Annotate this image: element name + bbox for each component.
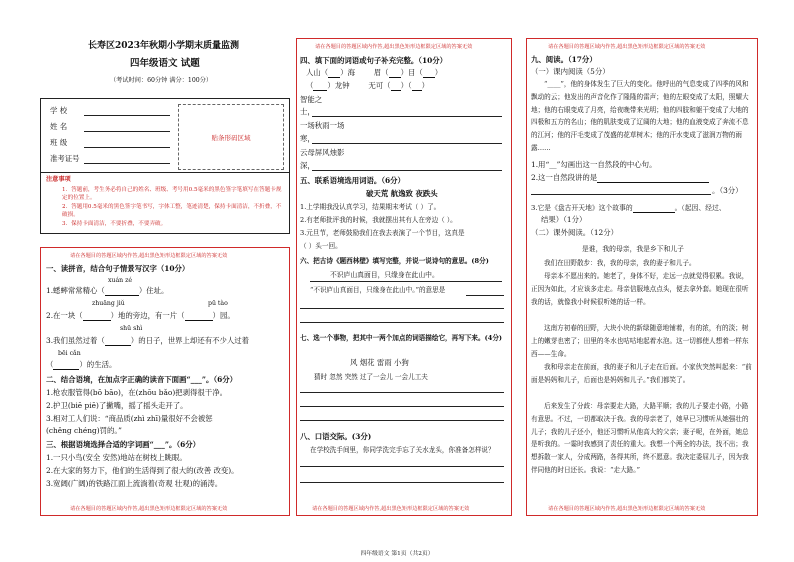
warning-mid-bottom: 请在各题目的答题区域内作答,超出黑色矩形边框限定区域的答案无效 <box>312 506 470 512</box>
notice-item-2: 2．答题用0.5毫米的黑色签字笔书写，字体工整，笔迹清楚，保持卡面清洁，不折叠，不破损。 <box>62 204 282 218</box>
q9-passage-p4: 我和母亲走在前面，我的妻子和儿子走在后面。小家伙突然叫起来：“前面是妈妈和儿子，后面也是妈妈和儿子。”我们都笑了。 <box>531 363 752 384</box>
q4-line-4: 士， <box>300 107 315 116</box>
q7-title: 七、选一个事物，把其中一两个加点的词语描绘它，再写下来。(4分) <box>300 334 503 342</box>
q1-sentence-1: 1.蟋蟀常常精心（ ）住址。 <box>46 286 169 295</box>
warning-right-bottom: 请在各题目的答题区域内作答,超出黑色矩形边框限定区域的答案无效 <box>548 506 706 512</box>
q7-word-set-1: 风 烟花 雷雨 小狗 <box>350 358 409 367</box>
q5-sentence-1: 1.上学期我没认真学习，结果期末考试（ ）了。 <box>300 203 441 211</box>
q4-line-5: 一场秋雨一场 <box>300 121 345 130</box>
q2-sentence-2: 2.护卫(biē piē)了撇嘴，摇了摇头走开了。 <box>46 401 188 410</box>
info-field-school: 学 校 <box>50 106 68 115</box>
q3-title: 三、根据语境选择合适的字词画“___”。（6分） <box>46 440 201 449</box>
q5-title: 五、联系语境选用词语。（6分） <box>300 176 405 185</box>
q9-part-a-question-3b: 结果）（1分） <box>541 215 587 224</box>
info-field-class: 班 级 <box>50 138 68 147</box>
q5-sentence-3b: （ ）头一回。 <box>300 242 342 250</box>
q2-sentence-3b: (chěng chéng)罚的。” <box>46 426 122 435</box>
q6-poem-line: 不识庐山真面目，只缘身在此山中。 <box>330 271 439 279</box>
q9-part-a-question-1: 1.用“__”勾画出这一自然段的中心句。 <box>531 160 657 169</box>
q9-part-b-title: （二）课外阅读。（12分） <box>531 228 619 237</box>
info-field-name: 姓 名 <box>50 122 68 131</box>
warning-mid-top: 请在各题目的答题区域内作答,超出黑色矩形边框限定区域的答案无效 <box>315 44 473 50</box>
q5-sentence-3: 3.元旦节，老师鼓励我们在我去表演了一个节目，这真是 <box>300 229 465 237</box>
q9-passage-p5: 后来发生了分歧：母亲要走大路，大路平顺；我的儿子要走小路，小路有意思。不过，一切都取决于我。我的母亲老了，她早已习惯听从她强壮的儿子；我的儿子还小，他还习惯听从他高大的父亲；妻子呢，在外面，她总是听我的。一霎时我感到了责任的重大。我想一个两全的办法，找不出；我想拆散一家人，分成两路，各得其所，终不愿意。我决定委屈儿子，因为我伴同他的时日还长。我说：“走大路。” <box>531 402 749 474</box>
q7-word-set-2: 猜时 忽然 突然 过了一会儿 一会儿工夫 <box>314 373 428 381</box>
q3-sentence-3: 3.宽阔(广阔)的铁路江面上流淌着(奇观 壮观)的涌涛。 <box>46 479 223 488</box>
q6-prompt: “不识庐山真面目，只缘身在此山中。”的意思是 <box>310 286 446 294</box>
q1-title: 一、读拼音，结合句子情景写汉字（10分） <box>46 264 190 273</box>
q9-passage-p2: 母亲本不愿出来的。她老了，身体不好，走远一点就觉得很累。我说，正因为如此，才应该多走走。母亲信服地点点头，便去拿外套。她现在很听我的话，就像我小时候很听她的话一样。 <box>531 272 749 306</box>
q9-part-a-question-3: 3.它是《盘古开天地》这个故事的 。（起因、经过、 <box>531 204 726 212</box>
info-field-exam-number: 准考证号 <box>50 154 80 163</box>
q1-sentence-3: 3.我们虽然过着（ ）的日子，世界上却还有不少人过着 <box>46 336 250 345</box>
q3-sentence-1: 1.一只小鸟(安全 安然)地站在树枝上眺眼。 <box>46 453 187 462</box>
barcode-area: 贴条形码区域 <box>178 104 284 170</box>
q4-title: 四、填下面的词语或句子补充完整。（10分） <box>300 56 448 65</box>
warning-left-bottom: 请在各题目的答题区域内作答,超出黑色矩形边框限定区域的答案无效 <box>70 506 228 512</box>
q2-sentence-3: 3.相对工人们说：“商品质(zhì zhī)量很好不会被惩 <box>46 414 213 423</box>
q9-part-a-score: 。（3分） <box>712 186 743 195</box>
notice-item-3: 3．保持卡面清洁，不要折叠，不要弄破。 <box>62 221 167 227</box>
exam-subject: 四年级语文 试题 <box>130 58 200 69</box>
q3-sentence-2: 2.在大家的努力下，他们的生活得到了很大的(改善 改变)。 <box>46 466 239 475</box>
q4-row-1: 人山（ ）海 眉（ ）目（ ） <box>306 68 443 77</box>
q5-word-bank: 破天荒 航逸致 夜跌头 <box>366 189 438 198</box>
q4-line-3: 智能之 <box>300 95 323 104</box>
warning-left-top: 请在各题目的答题区域内作答,超出黑色矩形边框限定区域的答案无效 <box>70 253 228 259</box>
q9-part-a-passage: “____”，他的身体发生了巨大的变化。他呼出的气息变成了四季的风和飘动的云；他发出的声音化作了隆隆的雷声；他的左眼变成了太阳，照耀大地；他的右眼变成了月亮，给夜晚带来光明；他的四肢和躯干变成了大地的四极和五方的名山；他的肌肤变成了辽阔的大地；他的血液变成了奔流不息的江河；他的汗毛变成了茂盛的花草树木；他的汗水变成了滋润万物的雨露…… <box>531 80 749 152</box>
q6-title: 六、把古诗《题西林壁》填写完整，并说一说诗句的意思。(8分) <box>300 257 489 265</box>
q9-passage-p3: 这南方初春的田野，大块小块的新绿随意地铺着，有的浓，有的淡；树上的嫩芽也密了；田里的冬水也咕咕地起着水泡。这一切都使人想着一样东西——生命。 <box>531 324 749 358</box>
q8-prompt: 在学校洗手间里，你同学洗完手忘了关水龙头，你准备怎样说？ <box>310 446 495 454</box>
notice-title: 注意事项 <box>46 176 71 183</box>
q1-pinyin-2b: pū tào <box>208 300 228 307</box>
q8-title: 八、口语交际。(3分) <box>300 432 372 441</box>
q4-row-2: （ ）龙钟 无可（ ）（ ） <box>306 81 430 90</box>
q1-sentence-3b: （ ）的生活。 <box>46 360 117 369</box>
q1-pinyin-2a: zhuāng jiǔ <box>92 300 125 307</box>
q2-title: 二、结合语境，在加点字正确的读音下面画“___”。（6分） <box>46 375 238 384</box>
q9-passage-p1: 我们在田野散步：我，我的母亲，我的妻子和儿子。 <box>544 259 696 267</box>
q1-sentence-2: 2.在一块（ ）地的旁边，有一片（ ）园。 <box>46 311 235 320</box>
warning-right-top: 请在各题目的答题区域内作答,超出黑色矩形边框限定区域的答案无效 <box>548 44 706 50</box>
q9-part-a-question-2: 2.这一自然段讲的是 <box>531 173 709 183</box>
q9-part-b-heading: 是谁，我的母亲，我是乡下和儿子 <box>582 245 684 253</box>
q1-pinyin-3a: shū shì <box>120 325 143 332</box>
q9-title: 九、阅读。（17分） <box>531 55 597 64</box>
q4-line-8: 深， <box>300 161 315 170</box>
q4-line-7: 云母屏风烛影 <box>300 148 345 157</box>
q2-sentence-1: 1.枪农服管得(bō bāo)，在(zhōu bǎo)把剥得很干净。 <box>46 388 227 397</box>
q1-pinyin-1: xuán zé <box>108 277 133 284</box>
notice-item-1: 1．答题前，考生务必将自己的姓名、班级、考号用0.5毫米的黑色签字笔填写在答题卡规定的位置上。 <box>62 187 282 201</box>
page-footer: 四年级语文 第1页（共2页） <box>360 551 434 557</box>
exam-title: 长寿区2023年秋期小学期末质量监测 <box>88 41 240 51</box>
q5-sentence-2: 2.有老师批评我的时候，我就摆出其有人在旁边（ ）。 <box>300 216 457 224</box>
q4-line-6: 寒， <box>300 134 315 143</box>
q1-pinyin-3b: bēi cǎn <box>58 350 81 357</box>
exam-info: （考试时间：60分钟 满分：100分） <box>110 77 213 84</box>
q9-part-a-title: （一）课内阅读（5分） <box>531 67 610 76</box>
